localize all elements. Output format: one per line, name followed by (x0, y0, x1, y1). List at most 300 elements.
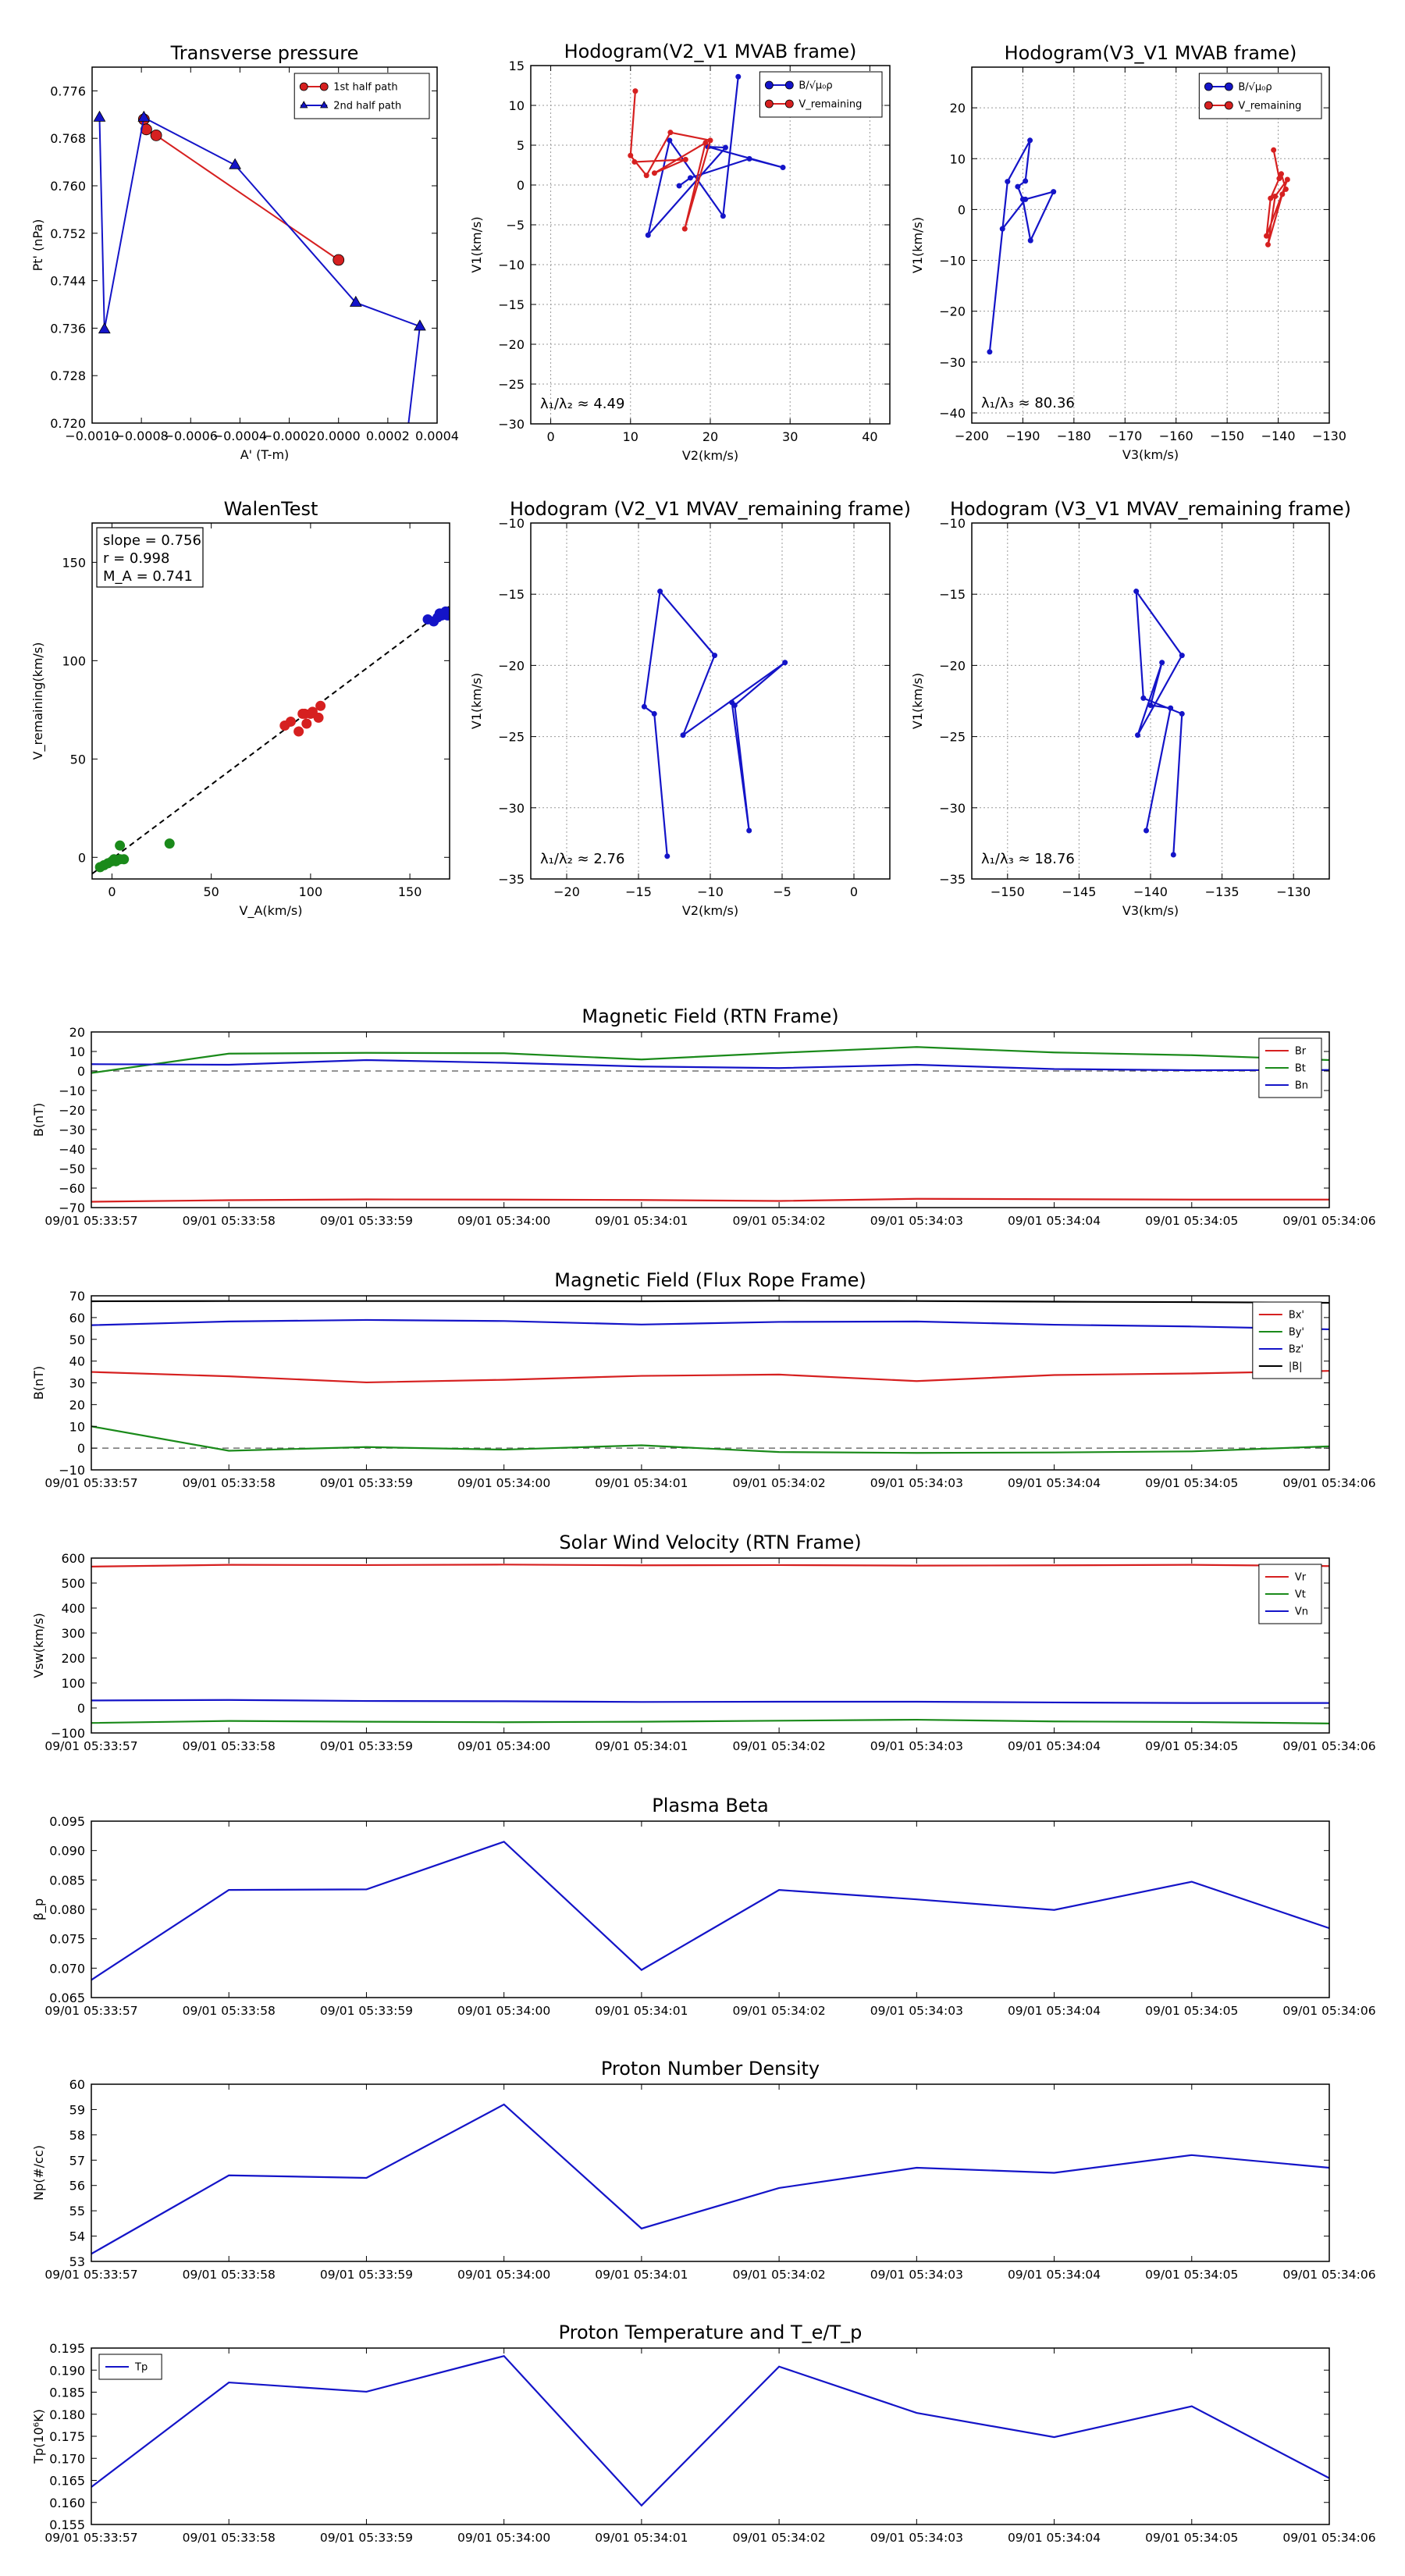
legend-label-vr: Vr (1294, 1571, 1307, 1584)
data-point (682, 226, 688, 232)
plot-area (91, 1300, 1329, 1453)
series-1 (279, 701, 325, 737)
data-point (1179, 653, 1185, 658)
y-tick-label: 0 (957, 202, 966, 218)
y-tick-label: 20 (949, 101, 966, 116)
series-0-line (91, 2105, 1329, 2254)
data-point (628, 153, 633, 158)
data-point (1144, 827, 1149, 833)
y-tick-label: 0 (76, 1441, 85, 1457)
panel-ts4 (31, 1795, 1376, 2018)
y-tick-label: 10 (69, 1044, 85, 1059)
series-1st-half-path-line (144, 119, 338, 260)
x-tick-label: −130 (1276, 884, 1311, 899)
x-tick-label: 09/01 05:34:04 (1007, 2531, 1101, 2545)
data-point (1279, 171, 1284, 176)
plot-area (91, 2105, 1329, 2254)
chart-title: Hodogram(V2_V1 MVAB frame) (564, 41, 857, 62)
x-tick-label: 09/01 05:34:03 (870, 1476, 963, 1490)
y-tick-label: −15 (498, 297, 525, 312)
x-tick-label: 09/01 05:34:00 (457, 2531, 551, 2545)
data-point (677, 183, 682, 189)
legend-label-tp: Tp (135, 2361, 148, 2374)
x-tick-label: 09/01 05:34:00 (457, 2004, 551, 2018)
x-tick-label: 09/01 05:34:01 (595, 1739, 688, 1753)
data-point (1264, 233, 1269, 239)
data-point (747, 156, 752, 162)
y-axis-label: B(nT) (31, 1102, 46, 1137)
y-tick-label: −100 (51, 1726, 85, 1741)
x-tick-label: 09/01 05:34:03 (870, 2004, 963, 2018)
series-tp-line (91, 2356, 1329, 2506)
series-v-remaining-line (631, 91, 710, 229)
y-tick-label: −20 (498, 337, 525, 352)
y-axis-label: β_p (31, 1898, 46, 1921)
plot-area (987, 137, 1289, 354)
legend-label-br: Br (1294, 1045, 1307, 1058)
y-tick-label: 70 (69, 1289, 85, 1304)
data-point (333, 254, 344, 265)
data-point (1140, 696, 1146, 701)
x-axis-label: A' (T-m) (240, 447, 290, 462)
legend-label-b: B/√μ₀ρ (1238, 81, 1272, 94)
axes-frame (91, 2084, 1329, 2261)
y-tick-label: 0.752 (50, 226, 86, 241)
chart-title: Proton Number Density (600, 2058, 820, 2080)
chart-title: Magnetic Field (Flux Rope Frame) (554, 1269, 866, 1291)
x-tick-label: 09/01 05:34:06 (1282, 2531, 1376, 2545)
legend-label-bz: Bz' (1288, 1343, 1304, 1356)
plot-area (642, 589, 788, 859)
data-point (1005, 179, 1010, 184)
x-tick-label: 09/01 05:34:04 (1007, 2268, 1101, 2282)
x-axis-label: V3(km/s) (1122, 447, 1179, 462)
x-tick-label: −145 (1062, 884, 1097, 899)
legend-marker (785, 81, 793, 89)
y-tick-label: 58 (69, 2127, 85, 2143)
x-tick-label: 09/01 05:34:01 (595, 1214, 688, 1228)
x-tick-label: 09/01 05:34:02 (732, 1739, 826, 1753)
y-axis-label: V1(km/s) (910, 672, 925, 730)
legend (1199, 73, 1321, 119)
series-vn-line (91, 1700, 1329, 1703)
x-axis-label: V2(km/s) (681, 448, 739, 463)
y-tick-label: 150 (62, 555, 86, 571)
x-tick-label: 09/01 05:34:02 (732, 2268, 826, 2282)
series-bz-line (91, 1320, 1329, 1329)
data-point (1283, 187, 1289, 192)
x-tick-label: 0 (108, 884, 116, 899)
x-tick-label: −0.0006 (163, 429, 218, 443)
x-tick-label: −0.0010 (65, 429, 119, 443)
axes-frame (91, 1032, 1329, 1208)
data-point (1133, 589, 1139, 594)
series-vr-line (91, 1564, 1329, 1567)
series-2 (95, 838, 175, 872)
x-tick-label: −130 (1312, 429, 1346, 443)
x-tick-label: −170 (1108, 429, 1143, 443)
series-by-line (91, 1426, 1329, 1453)
x-tick-label: 09/01 05:33:58 (182, 1739, 276, 1753)
x-tick-label: 09/01 05:33:57 (44, 2004, 138, 2018)
data-point (1023, 178, 1028, 183)
y-tick-label: 0.744 (50, 273, 86, 289)
data-point (301, 718, 311, 728)
legend (1253, 1302, 1321, 1379)
legend-marker (320, 83, 328, 91)
y-tick-label: 10 (508, 98, 525, 113)
x-tick-label: −10 (697, 884, 724, 899)
data-point (1159, 660, 1165, 665)
data-point (1265, 242, 1271, 247)
x-tick-label: 09/01 05:34:05 (1145, 1739, 1239, 1753)
data-point (119, 854, 129, 864)
x-tick-label: 100 (298, 884, 323, 899)
x-axis-label: V3(km/s) (1122, 903, 1179, 918)
x-tick-label: 09/01 05:34:06 (1282, 2004, 1376, 2018)
legend (294, 73, 429, 119)
data-point (1015, 184, 1020, 190)
x-tick-label: 09/01 05:34:02 (732, 2531, 826, 2545)
data-point (632, 88, 638, 94)
y-axis-label: V1(km/s) (469, 216, 484, 273)
x-tick-label: 0.0000 (316, 429, 361, 443)
y-tick-label: 500 (61, 1576, 85, 1591)
y-tick-label: −15 (939, 587, 966, 603)
axes-frame (91, 1821, 1329, 1998)
x-tick-label: 09/01 05:33:57 (44, 1739, 138, 1753)
x-tick-label: 09/01 05:33:59 (319, 2268, 414, 2282)
x-tick-label: 09/01 05:34:00 (457, 1739, 551, 1753)
y-tick-label: 40 (69, 1354, 85, 1369)
data-point (652, 711, 657, 717)
plot-area (94, 112, 425, 457)
x-tick-label: 09/01 05:34:05 (1145, 1214, 1239, 1228)
series-1st-half-path (138, 114, 343, 265)
y-tick-label: 100 (61, 1676, 85, 1691)
x-tick-label: 09/01 05:34:00 (457, 1476, 551, 1490)
x-tick-label: 0.0002 (365, 429, 410, 443)
plot-area (91, 2356, 1329, 2506)
y-tick-label: 200 (61, 1651, 85, 1666)
fit-stat-0: slope = 0.756 (103, 532, 201, 549)
x-tick-label: 09/01 05:33:59 (319, 2004, 414, 2018)
plot-area (91, 1841, 1329, 1980)
series-0-line (644, 592, 784, 856)
legend (99, 2354, 162, 2379)
plot-area (1133, 589, 1185, 857)
data-point (681, 732, 686, 738)
series-0 (642, 589, 788, 859)
y-tick-label: 5 (516, 138, 525, 153)
data-point (746, 827, 752, 833)
x-tick-label: 09/01 05:34:05 (1145, 2004, 1239, 2018)
series-bx-line (91, 1371, 1329, 1382)
data-point (720, 213, 726, 219)
y-tick-label: −35 (498, 872, 525, 887)
x-tick-label: −160 (1158, 429, 1193, 443)
plot-area (91, 1047, 1329, 1201)
data-point (1148, 703, 1154, 708)
y-tick-label: 50 (69, 752, 86, 767)
y-tick-label: 0.075 (49, 1931, 85, 1947)
data-point (735, 74, 741, 80)
legend-marker (785, 100, 793, 108)
fit-stats-box (97, 528, 203, 587)
data-point (712, 653, 717, 658)
legend-marker (1225, 83, 1232, 91)
y-tick-label: 0.180 (49, 2407, 85, 2422)
x-tick-label: 09/01 05:34:01 (595, 1476, 688, 1490)
x-tick-label: 09/01 05:33:58 (182, 1214, 276, 1228)
y-tick-label: 50 (69, 1332, 85, 1347)
plot-area (91, 1564, 1329, 1724)
legend-marker (1225, 101, 1232, 109)
x-tick-label: 09/01 05:34:04 (1007, 1214, 1101, 1228)
data-point (1051, 189, 1056, 194)
x-axis-label: V_A(km/s) (239, 903, 303, 918)
y-tick-label: 300 (61, 1626, 85, 1641)
x-tick-label: 09/01 05:34:05 (1145, 2531, 1239, 2545)
y-tick-label: 54 (69, 2229, 85, 2244)
series-v-remaining (1264, 148, 1290, 247)
y-axis-label: V_remaining(km/s) (30, 642, 45, 760)
x-tick-label: −0.0004 (212, 429, 268, 443)
x-tick-label: 09/01 05:34:01 (595, 2268, 688, 2282)
legend-label-bt: Bt (1294, 1062, 1306, 1075)
panel-walen (30, 498, 453, 919)
legend-label-vn: Vn (1294, 1606, 1309, 1618)
y-tick-label: 0.065 (49, 1991, 85, 2005)
panel-ts1 (31, 1005, 1376, 1228)
data-point (1000, 226, 1005, 232)
x-tick-label: −5 (773, 884, 791, 899)
x-tick-label: 09/01 05:33:58 (182, 2004, 276, 2018)
data-point (115, 841, 125, 851)
x-tick-label: 20 (702, 429, 719, 444)
x-tick-label: 09/01 05:33:57 (44, 1476, 138, 1490)
y-tick-label: −30 (498, 800, 525, 816)
x-tick-label: 09/01 05:34:01 (595, 2004, 688, 2018)
y-tick-label: −20 (498, 658, 525, 674)
data-point (151, 130, 162, 141)
y-tick-label: −30 (498, 417, 525, 432)
y-tick-label: 0 (76, 1701, 85, 1716)
y-tick-label: 0.720 (50, 416, 86, 431)
y-tick-label: 0.185 (49, 2385, 85, 2400)
x-tick-label: 50 (203, 884, 219, 899)
data-point (1135, 732, 1140, 738)
data-point (644, 173, 649, 178)
x-tick-label: 09/01 05:34:03 (870, 2531, 963, 2545)
chart-title: Hodogram(V3_V1 MVAB frame) (1004, 42, 1297, 64)
y-tick-label: −40 (939, 405, 966, 421)
panel-h2 (910, 42, 1346, 462)
x-tick-label: 09/01 05:33:59 (319, 1214, 414, 1228)
y-tick-label: 60 (69, 2077, 85, 2092)
y-tick-label: 100 (62, 653, 86, 669)
x-tick-label: 09/01 05:34:00 (457, 2268, 551, 2282)
x-tick-label: 09/01 05:34:04 (1007, 1476, 1101, 1490)
series-2nd-half-path-line (99, 118, 419, 453)
series-b-line (990, 141, 1054, 352)
data-point (664, 853, 670, 859)
y-tick-label: 0.768 (50, 131, 86, 147)
chart-title: Transverse pressure (170, 42, 359, 64)
y-tick-label: 0 (76, 1064, 85, 1079)
data-point (1168, 706, 1173, 711)
data-point (1271, 148, 1276, 153)
y-tick-label: 53 (69, 2254, 85, 2269)
panel-h1 (469, 41, 890, 463)
x-axis-label: V2(km/s) (681, 903, 739, 918)
chart-title: Plasma Beta (652, 1795, 769, 1816)
data-point (702, 140, 708, 145)
data-point (782, 660, 788, 665)
data-point (781, 165, 786, 170)
x-tick-label: 0.0004 (415, 429, 459, 443)
legend-marker (765, 81, 773, 89)
x-tick-label: −190 (1005, 429, 1040, 443)
data-point (723, 145, 728, 151)
series-2nd-half-path (94, 112, 425, 457)
y-tick-label: 600 (61, 1551, 85, 1566)
legend-label-v-remaining: V_remaining (1238, 100, 1302, 112)
data-point (667, 130, 673, 135)
series-b (987, 137, 1056, 354)
x-tick-label: 150 (397, 884, 422, 899)
y-tick-label: −35 (939, 872, 966, 887)
y-axis-label: V1(km/s) (910, 216, 925, 274)
y-tick-label: 0 (77, 850, 86, 866)
x-tick-label: 09/01 05:34:02 (732, 1476, 826, 1490)
y-tick-label: −70 (59, 1201, 85, 1215)
panel-ts3 (31, 1532, 1376, 1753)
x-tick-label: −150 (1210, 429, 1245, 443)
y-tick-label: 0.165 (49, 2473, 85, 2489)
data-point (1027, 137, 1033, 143)
y-tick-label: 59 (69, 2102, 85, 2118)
x-tick-label: −140 (1261, 429, 1296, 443)
y-tick-label: −10 (59, 1083, 85, 1098)
y-tick-label: 0.170 (49, 2451, 85, 2467)
data-point (1171, 852, 1176, 857)
axes-frame (91, 1296, 1329, 1470)
x-tick-label: 09/01 05:33:57 (44, 2268, 138, 2282)
y-tick-label: −10 (939, 516, 966, 531)
data-point (987, 349, 992, 354)
x-tick-label: 09/01 05:34:04 (1007, 2004, 1101, 2018)
y-tick-label: 0.080 (49, 1902, 85, 1917)
x-tick-label: −0.0008 (114, 429, 169, 443)
x-tick-label: 09/01 05:34:01 (595, 2531, 688, 2545)
data-point (435, 608, 445, 618)
legend-label-v-remaining: V_remaining (799, 98, 863, 111)
x-tick-label: 09/01 05:34:06 (1282, 1739, 1376, 1753)
y-tick-label: −10 (498, 516, 525, 531)
x-tick-label: −15 (625, 884, 652, 899)
data-point (1179, 711, 1185, 717)
fit-line (92, 607, 450, 874)
legend-marker (765, 100, 773, 108)
chart-title: WalenTest (223, 498, 318, 520)
series-bn-line (91, 1060, 1329, 1070)
x-tick-label: −140 (1133, 884, 1168, 899)
y-tick-label: 0 (516, 178, 525, 193)
y-tick-label: −30 (59, 1123, 85, 1137)
panel-h3 (469, 498, 911, 918)
x-tick-label: 09/01 05:33:58 (182, 2531, 276, 2545)
y-tick-label: −15 (498, 587, 525, 603)
y-tick-label: 0.728 (50, 368, 86, 384)
series-br-line (91, 1199, 1329, 1202)
series-0-line (1136, 592, 1183, 855)
x-tick-label: 09/01 05:33:59 (319, 1476, 414, 1490)
y-tick-label: 0.085 (49, 1873, 85, 1888)
y-tick-label: 56 (69, 2178, 85, 2194)
x-tick-label: 0 (849, 884, 859, 899)
x-tick-label: 09/01 05:33:58 (182, 2268, 276, 2282)
y-tick-label: −60 (59, 1181, 85, 1196)
x-tick-label: 09/01 05:33:58 (182, 1476, 276, 1490)
y-tick-label: −10 (939, 253, 966, 269)
x-tick-label: 0 (546, 429, 555, 444)
y-tick-label: −20 (939, 658, 966, 674)
y-axis-label: Vsw(km/s) (31, 1613, 46, 1678)
x-tick-label: 09/01 05:33:57 (44, 2531, 138, 2545)
y-axis-label: B(nT) (31, 1365, 46, 1400)
x-tick-label: 40 (862, 429, 878, 444)
data-point (94, 112, 105, 122)
data-point (657, 589, 663, 594)
x-tick-label: 09/01 05:34:04 (1007, 1739, 1101, 1753)
legend-label-1st-half-path: 1st half path (333, 81, 398, 94)
y-tick-label: 0.160 (49, 2495, 85, 2510)
eigenvalue-ratio-annotation: λ₁/λ₃ ≈ 80.36 (981, 395, 1075, 411)
y-tick-label: −25 (498, 377, 525, 392)
data-point (165, 838, 175, 849)
y-axis-label: Tp(10⁶K) (31, 2409, 46, 2464)
y-axis-label: V1(km/s) (469, 672, 484, 730)
data-point (293, 727, 304, 737)
x-tick-label: −200 (955, 429, 989, 443)
data-point (1023, 197, 1028, 202)
x-tick-label: 09/01 05:33:57 (44, 1214, 138, 1228)
x-tick-label: 09/01 05:34:00 (457, 1214, 551, 1228)
y-tick-label: −10 (498, 258, 525, 272)
y-tick-label: −50 (59, 1162, 85, 1176)
data-point (646, 233, 651, 238)
y-tick-label: 0.070 (49, 1961, 85, 1976)
chart-title: Magnetic Field (RTN Frame) (582, 1005, 839, 1027)
y-tick-label: 0.095 (49, 1814, 85, 1829)
y-tick-label: 10 (69, 1419, 85, 1435)
data-point (642, 704, 647, 710)
legend-label-bx: Bx' (1288, 1309, 1305, 1322)
x-tick-label: −180 (1056, 429, 1091, 443)
fit-stat-2: M_A = 0.741 (103, 568, 193, 585)
series-0 (1133, 589, 1185, 857)
series-b-line (91, 1300, 1329, 1303)
series-vt-line (91, 1720, 1329, 1724)
data-point (305, 709, 315, 719)
legend-label-2nd-half-path: 2nd half path (333, 100, 402, 112)
y-tick-label: 20 (69, 1397, 85, 1413)
y-tick-label: −30 (939, 354, 966, 370)
x-tick-label: 09/01 05:34:06 (1282, 1214, 1376, 1228)
legend-label-vt: Vt (1294, 1589, 1306, 1601)
x-tick-label: 09/01 05:33:59 (319, 2531, 414, 2545)
